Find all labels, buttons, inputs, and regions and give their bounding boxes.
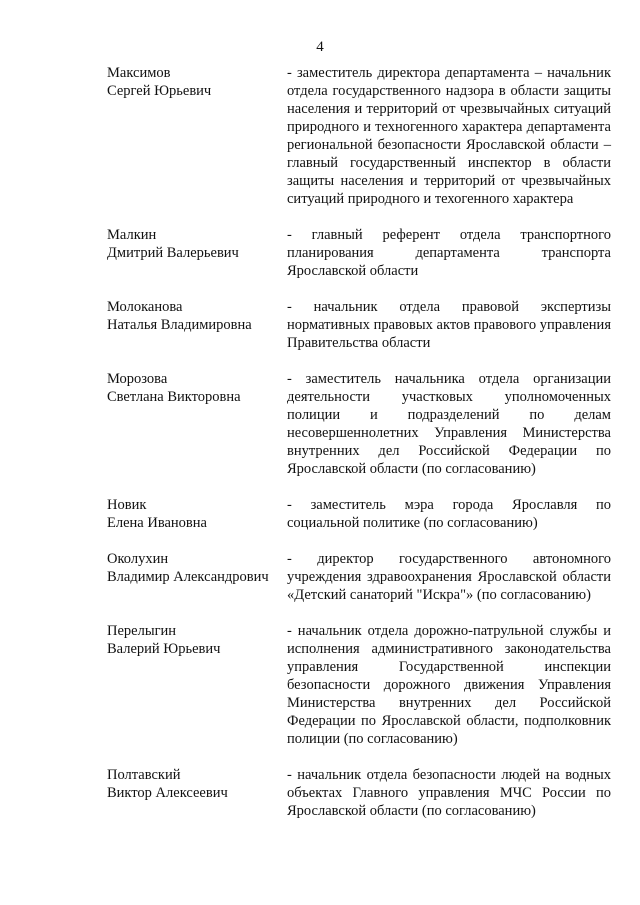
surname: Максимов (107, 65, 171, 81)
surname: Молоканова (107, 299, 183, 315)
position-description: - начальник отдела безопасности людей на водных объектах Главного управления МЧС России по Ярославской области (по согласованию) (287, 767, 611, 819)
given-names: Владимир Александрович (107, 569, 269, 585)
person-name (107, 622, 287, 748)
position-description: - заместитель мэра города Ярославля по социальной политике (по согласованию) (287, 497, 611, 531)
given-names: Елена Ивановна (107, 515, 207, 531)
person-name (107, 64, 287, 208)
position-description: - главный референт отдела транспортного планирования департамента транспорта Ярославской области (287, 227, 611, 279)
member-list (107, 64, 611, 838)
page-number: 4 (316, 39, 324, 55)
surname: Околухин (107, 551, 169, 567)
list-item (107, 766, 611, 820)
given-names: Валерий Юрьевич (107, 641, 221, 657)
list-item (107, 226, 611, 280)
person-name (107, 298, 287, 352)
position-description: - начальник отдела правовой экспертизы нормативных правовых актов правового управления Правительства области (287, 299, 611, 351)
list-item (107, 64, 611, 208)
position-description: - директор государственного автономного учреждения здравоохранения Ярославской области «Детский санаторий "Искра"» (по согласованию) (287, 551, 611, 603)
given-names: Дмитрий Валерьевич (107, 245, 239, 261)
given-names: Сергей Юрьевич (107, 83, 212, 99)
person-name (107, 550, 287, 604)
person-name (107, 496, 287, 532)
person-name (107, 370, 287, 478)
person-name (107, 226, 287, 280)
list-item (107, 622, 611, 748)
surname: Малкин (107, 227, 157, 243)
position-description: - начальник отдела дорожно-патрульной службы и исполнения административного законодательства управления Государственной инспекции безопасности дорожного движения Управления Министерства внутренних дел Российской Федерации по Ярославской области, подполковник полиции (по согласованию) (287, 623, 611, 747)
surname: Новик (107, 497, 147, 513)
person-name (107, 766, 287, 820)
given-names: Виктор Алексеевич (107, 785, 228, 801)
list-item (107, 298, 611, 352)
position-description: - заместитель директора департамента – начальник отдела государственного надзора в области защиты населения и территорий от чрезвычайных ситуаций природного и техногенного характера департамента региональной безопасности Ярославской области – главный государственный инспектор в области защиты населения и территорий от чрезвычайных ситуаций природного и техогенного характера (287, 65, 611, 207)
surname: Полтавский (107, 767, 181, 783)
position-description: - заместитель начальника отдела организации деятельности участковых уполномоченных полиции и подразделений по делам несовершеннолетних Управления Министерства внутренних дел Российской Федерации по Ярославской области (по согласованию) (287, 371, 611, 477)
list-item (107, 370, 611, 478)
surname: Перелыгин (107, 623, 177, 639)
list-item (107, 550, 611, 604)
list-item (107, 496, 611, 532)
given-names: Светлана Викторовна (107, 389, 241, 405)
given-names: Наталья Владимировна (107, 317, 252, 333)
surname: Морозова (107, 371, 168, 387)
